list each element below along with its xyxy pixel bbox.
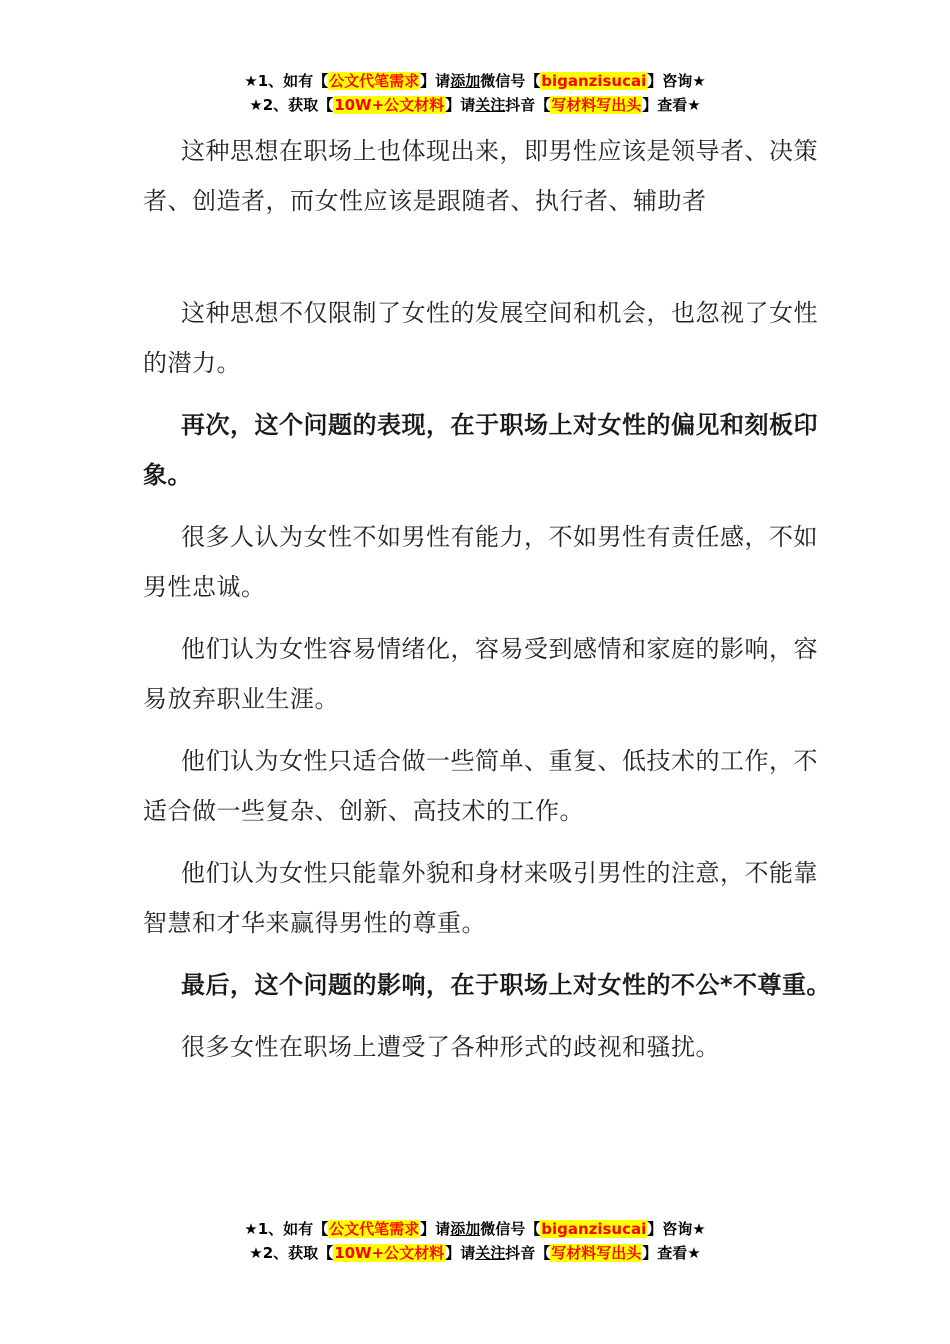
paragraph-8-heading: 最后，这个问题的影响，在于职场上对女性的不公*不尊重。 [181, 971, 832, 999]
footer-line-2-emphasis: 关注 [475, 1244, 506, 1262]
paragraph-1: 这种思想在职场上也体现出来，即男性应该是领导者、决策者、创造者，而女性应该是跟随者、执行者、辅助者 [143, 137, 818, 215]
footer-line-2 [0, 1241, 950, 1265]
footer-line-2-suffix: 】查看★ [642, 1244, 701, 1262]
paragraph-7: 他们认为女性只能靠外貌和身材来吸引男性的注意，不能靠智慧和才华来赢得男性的尊重。 [143, 859, 818, 937]
header-line-2-highlight-materials: 10W+公文材料 [334, 96, 445, 114]
header-line-2-emphasis: 关注 [475, 96, 506, 114]
header-line-1-highlight-service: 公文代笔需求 [329, 72, 420, 90]
paragraph-5: 他们认为女性容易情绪化，容易受到感情和家庭的影响，容易放弃职业生涯。 [143, 635, 818, 713]
document-body [143, 126, 833, 1084]
footer-line-1-highlight-wechat-id: biganzisucai [541, 1220, 647, 1238]
header-line-2 [0, 93, 950, 117]
header-line-2-prefix: ★2、获取【 [249, 96, 334, 114]
paragraph-2: 这种思想不仅限制了女性的发展空间和机会，也忽视了女性的潜力。 [143, 299, 818, 377]
header-line-1-highlight-wechat-id: biganzisucai [541, 72, 647, 90]
footer-line-2-mid2: 抖音【 [505, 1244, 551, 1262]
header-line-2-suffix: 】查看★ [642, 96, 701, 114]
footer-line-1-highlight-service: 公文代笔需求 [329, 1220, 420, 1238]
footer-banner [0, 1217, 950, 1265]
footer-line-2-prefix: ★2、获取【 [249, 1244, 334, 1262]
header-line-2-mid2: 抖音【 [505, 96, 551, 114]
paragraph-3-heading: 再次，这个问题的表现，在于职场上对女性的偏见和刻板印象。 [143, 411, 818, 489]
footer-line-2-mid1: 】请 [445, 1244, 476, 1262]
footer-line-1-emphasis: 添加 [450, 1220, 481, 1238]
footer-line-1-mid2: 微信号【 [480, 1220, 541, 1238]
footer-line-2-highlight-douyin-id: 写材料写出头 [551, 1244, 642, 1262]
header-line-2-highlight-douyin-id: 写材料写出头 [551, 96, 642, 114]
footer-line-1-prefix: ★1、如有【 [244, 1220, 329, 1238]
footer-line-2-highlight-materials: 10W+公文材料 [334, 1244, 445, 1262]
paragraph-9: 很多女性在职场上遭受了各种形式的歧视和骚扰。 [181, 1033, 720, 1061]
footer-line-1-mid1: 】请 [420, 1220, 451, 1238]
paragraph-4: 很多人认为女性不如男性有能力，不如男性有责任感，不如男性忠诚。 [143, 523, 818, 601]
header-line-1-suffix: 】咨询★ [647, 72, 706, 90]
header-line-2-mid1: 】请 [445, 96, 476, 114]
paragraph-6: 他们认为女性只适合做一些简单、重复、低技术的工作，不适合做一些复杂、创新、高技术的工作。 [143, 747, 818, 825]
header-banner [0, 69, 950, 117]
header-line-1 [0, 69, 950, 93]
footer-line-1 [0, 1217, 950, 1241]
header-line-1-mid1: 】请 [420, 72, 451, 90]
footer-line-1-suffix: 】咨询★ [647, 1220, 706, 1238]
header-line-1-prefix: ★1、如有【 [244, 72, 329, 90]
header-line-1-mid2: 微信号【 [480, 72, 541, 90]
header-line-1-emphasis: 添加 [450, 72, 481, 90]
